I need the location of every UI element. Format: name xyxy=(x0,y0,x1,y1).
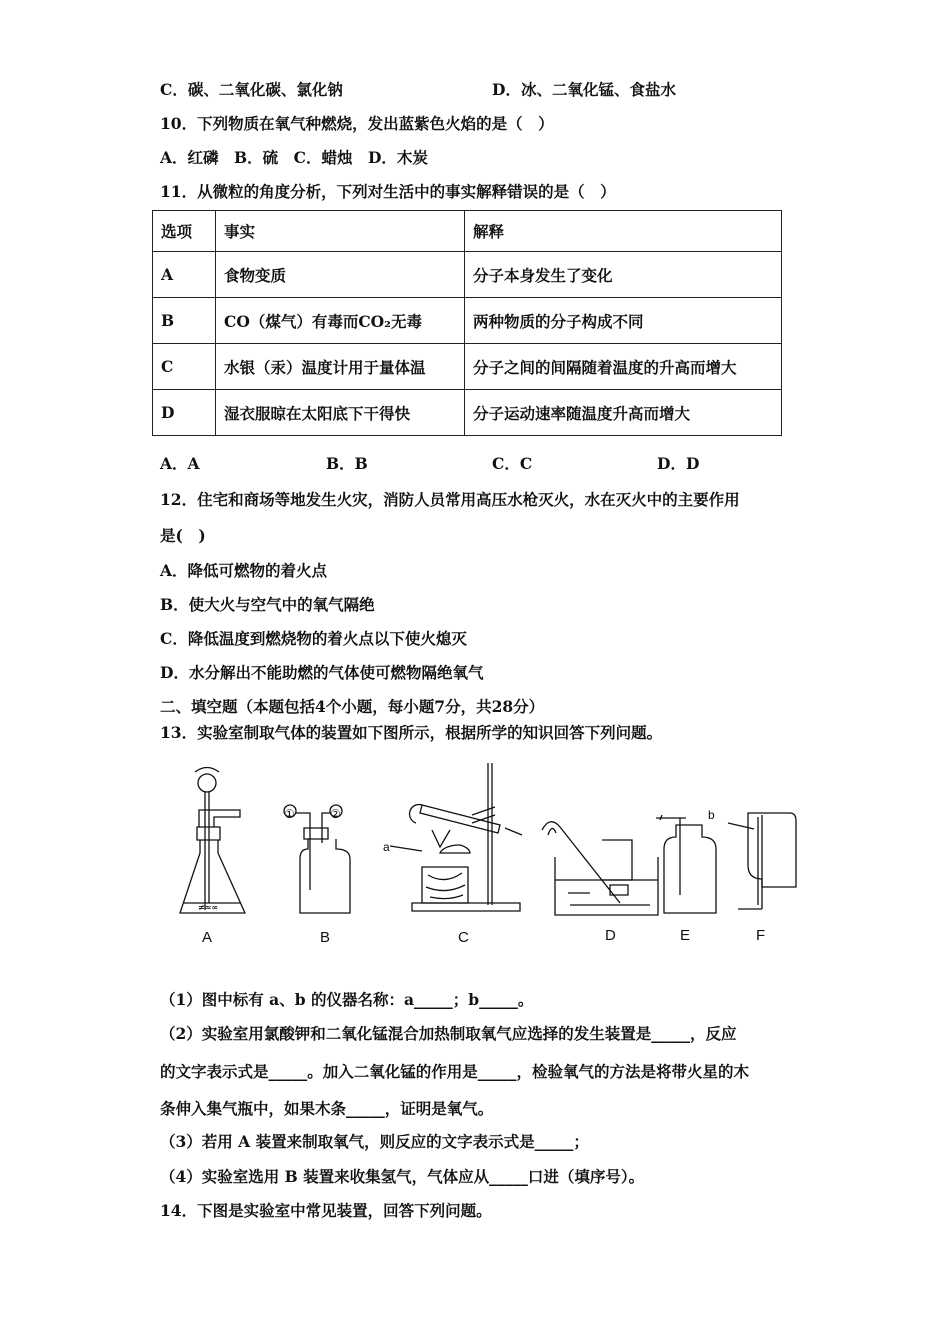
q13-part2-line2: 的文字表示式是_____。加入二氧化锰的作用是_____，检验氧气的方法是将带火星的木 xyxy=(160,1062,750,1081)
marker-a: a xyxy=(383,840,390,854)
table-cell: 分子之间的间隔随着温度的升高而增大 xyxy=(465,344,782,390)
apparatus-label-d: D xyxy=(605,927,616,944)
table-row xyxy=(153,390,782,436)
apparatus-label-a: A xyxy=(202,929,213,946)
table-row xyxy=(153,252,782,298)
table-cell: 分子运动速率随温度升高而增大 xyxy=(465,390,782,436)
port-2-label: ② xyxy=(330,807,341,821)
q14-stem: 14．下图是实验室中常见装置，回答下列问题。 xyxy=(160,1201,492,1220)
apparatus-figure xyxy=(150,755,810,960)
q11-answer-a: A．A xyxy=(160,454,200,473)
q9-options-row xyxy=(160,78,343,100)
table-cell: B xyxy=(153,298,216,344)
q11-table xyxy=(152,210,782,436)
apparatus-e xyxy=(656,815,716,913)
table-cell: 水银（汞）温度计用于量体温 xyxy=(216,344,465,390)
q13-stem: 13．实验室制取气体的装置如下图所示，根据所学的知识回答下列问题。 xyxy=(160,723,663,742)
q12-option-d: D．水分解出不能助燃的气体使可燃物隔绝氧气 xyxy=(160,663,484,682)
q10-options: A．红磷 B．硫 C．蜡烛 D．木炭 xyxy=(160,148,428,167)
apparatus-label-f: F xyxy=(756,927,766,944)
apparatus-drawing xyxy=(150,755,810,960)
port-1-label: ① xyxy=(284,807,295,821)
table-cell: C xyxy=(153,344,216,390)
apparatus-a xyxy=(180,768,245,914)
q12-option-c: C．降低温度到燃烧物的着火点以下使火熄灭 xyxy=(160,629,467,648)
q13-part3: （3）若用 A 装置来制取氧气，则反应的文字表示式是_____； xyxy=(160,1132,589,1151)
q10-stem: 10．下列物质在氧气种燃烧，发出蓝紫色火焰的是（ ） xyxy=(160,114,554,133)
table-header-cell: 选项 xyxy=(153,211,216,252)
q12-stem-line2: 是( ) xyxy=(160,526,206,545)
table-header-row xyxy=(153,211,782,252)
q11-stem: 11．从微粒的角度分析，下列对生活中的事实解释错误的是（ ） xyxy=(160,182,616,201)
apparatus-label-b: B xyxy=(320,929,331,946)
table-cell: CO（煤气）有毒而CO₂无毒 xyxy=(216,298,465,344)
q9-option-c: C．碳、二氧化碳、氯化钠 xyxy=(160,80,343,99)
q11-answer-d: D．D xyxy=(657,454,700,473)
table-cell: 食物变质 xyxy=(216,252,465,298)
table-cell: 两种物质的分子构成不同 xyxy=(465,298,782,344)
table-header-cell: 事实 xyxy=(216,211,465,252)
table-cell: D xyxy=(153,390,216,436)
q12-stem-line1: 12．住宅和商场等地发生火灾，消防人员常用高压水枪灭火，水在灭火中的主要作用 xyxy=(160,490,740,509)
marker-b: b xyxy=(708,808,715,822)
table-header-cell: 解释 xyxy=(465,211,782,252)
section-heading: 二、填空题（本题包括4个小题，每小题7分，共28分） xyxy=(160,697,545,716)
apparatus-f xyxy=(728,813,796,909)
q11-answer-b: B．B xyxy=(326,454,368,473)
apparatus-b xyxy=(284,805,350,913)
q12-option-b: B．使大火与空气中的氧气隔绝 xyxy=(160,595,375,614)
apparatus-c xyxy=(390,763,522,911)
q13-part2-line1: （2）实验室用氯酸钾和二氧化锰混合加热制取氧气应选择的发生装置是_____，反应 xyxy=(160,1024,737,1043)
table-cell: 分子本身发生了变化 xyxy=(465,252,782,298)
table-cell: A xyxy=(153,252,216,298)
table-row xyxy=(153,344,782,390)
apparatus-label-e: E xyxy=(680,927,691,944)
q13-part1: （1）图中标有 a、b 的仪器名称：a_____；b_____。 xyxy=(160,990,534,1009)
apparatus-d xyxy=(542,822,658,915)
table-cell: 湿衣服晾在太阳底下干得快 xyxy=(216,390,465,436)
q11-answer-c: C．C xyxy=(492,454,533,473)
q13-part2-line3: 条伸入集气瓶中，如果木条_____，证明是氧气。 xyxy=(160,1099,494,1118)
q12-option-a: A．降低可燃物的着火点 xyxy=(160,561,328,580)
table-row xyxy=(153,298,782,344)
q9-option-d: D．冰、二氧化锰、食盐水 xyxy=(492,80,676,99)
apparatus-label-c: C xyxy=(458,929,469,946)
svg-text:≠≈∞: ≠≈∞ xyxy=(198,902,219,912)
q13-part4: （4）实验室选用 B 装置来收集氢气，气体应从_____口进（填序号）。 xyxy=(160,1167,645,1186)
